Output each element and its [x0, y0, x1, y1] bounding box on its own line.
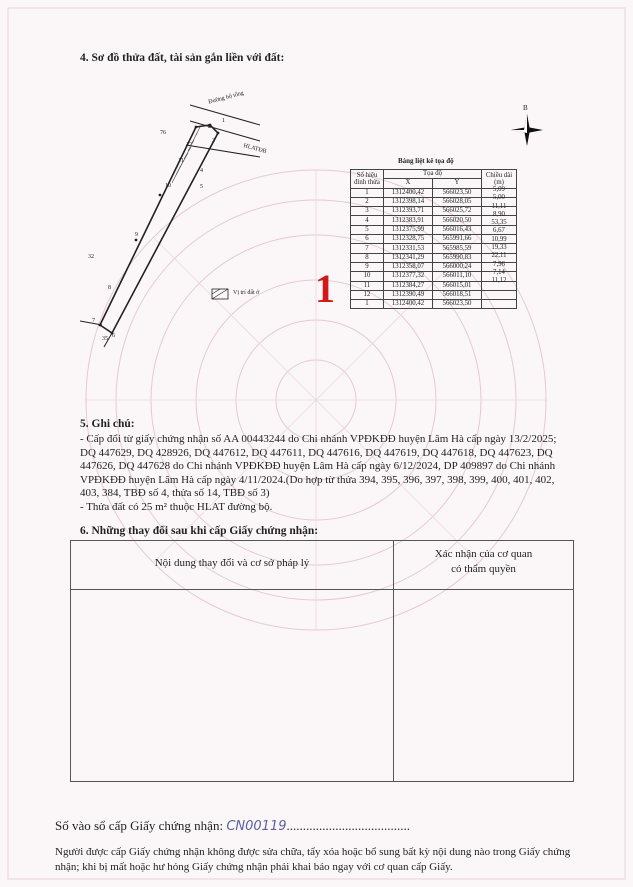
- registry-number: CN00119: [226, 819, 287, 834]
- x-cell: 1312383,91: [384, 216, 433, 225]
- x-cell: 1312375,99: [384, 225, 433, 234]
- vertex-label: 7: [92, 318, 95, 324]
- y-cell: 566016,43: [433, 225, 482, 234]
- point-cell: 9: [351, 262, 384, 271]
- segment-length: 7,14: [493, 268, 505, 276]
- segment-length: 5,09: [493, 186, 505, 193]
- y-cell: 566018,51: [433, 290, 482, 299]
- x-cell: 1312398,14: [384, 197, 433, 206]
- segment-length: 5,00: [493, 194, 505, 202]
- coord-table-title: Bảng liệt kê tọa độ: [398, 157, 454, 165]
- side-label: 32: [88, 254, 94, 260]
- y-cell: 566020,50: [433, 216, 482, 225]
- y-cell: 566023,50: [433, 188, 482, 197]
- point-cell: 5: [351, 225, 384, 234]
- coord-row: [351, 290, 517, 299]
- col-point-header: Số hiệu đỉnh thửa: [351, 170, 384, 189]
- section-6-title: 6. Những thay đổi sau khi cấp Giấy chứng nhận:: [80, 525, 319, 537]
- point-cell: 12: [351, 290, 384, 299]
- vertex-label: 6: [112, 333, 115, 339]
- segment-length: 11,11: [491, 202, 507, 210]
- segment-length: 22,11: [491, 252, 507, 260]
- y-cell: 566028,05: [433, 197, 482, 206]
- registry-dots: ......................................: [286, 818, 410, 833]
- road-label: Đường bộ tổng: [207, 90, 245, 106]
- vertex-label: 2: [208, 124, 211, 130]
- segment-length: 19,33: [491, 244, 507, 252]
- point-cell: 6: [351, 235, 384, 244]
- stamp-number: 1: [315, 266, 335, 311]
- column-divider: [393, 541, 394, 781]
- note-paragraph: - Cấp đổi từ giấy chứng nhận số AA 00443244 do Chi nhánh VPĐKĐĐ huyện Lâm Hà cấp ngày 13/2/2025; DQ 447629, DQ 428926, DQ 447612, DQ 447611, DQ 447616, DQ 447619, DQ 447618, DQ 447623, DQ 447626, DQ 447628 do Chi nhánh VPĐKĐĐ huyện Lâm Hà cấp ngày 6/12/2024, DP 409897 do Chi nhánh VPĐKĐĐ huyện Lâm Hà cấp ngày 4/11/2024.(Do hợp từ thửa 394, 395, 396, 397, 398, 399, 400, 401, 402, 403, 384, TBĐ số 4, thửa số 14, TBĐ số 3): [80, 433, 557, 500]
- x-cell: 1312400,42: [384, 300, 433, 309]
- point-cell: 1: [351, 300, 384, 309]
- changes-table: [70, 540, 574, 782]
- col2-header-line: Xác nhận của cơ quan: [434, 548, 533, 560]
- parcel-label: 76: [160, 130, 166, 136]
- compass-north-label: B: [523, 104, 528, 112]
- point-cell: 2: [351, 197, 384, 206]
- land-parcel-sketch: [60, 85, 350, 350]
- x-cell: 1312377,32: [384, 272, 433, 281]
- registry-label: Số vào sổ cấp Giấy chứng nhận:: [55, 818, 227, 833]
- segment-length: 8,90: [493, 210, 505, 218]
- length-cell-empty: [482, 300, 517, 309]
- segment-length: 6,67: [493, 227, 505, 235]
- side-label: 35: [102, 336, 108, 342]
- y-cell: 565991,66: [433, 235, 482, 244]
- x-cell: 1312384,27: [384, 281, 433, 290]
- point-cell: 3: [351, 207, 384, 216]
- point-cell: 7: [351, 244, 384, 253]
- hlat-label: HLATĐB: [242, 143, 268, 155]
- length-cell-empty: [482, 290, 517, 299]
- coord-row: [351, 300, 517, 309]
- x-cell: 1312393,71: [384, 207, 433, 216]
- y-cell: 566023,50: [433, 300, 482, 309]
- vertex-label: 9: [135, 232, 138, 238]
- segment-length: 7,96: [493, 260, 505, 268]
- note-paragraph: - Thửa đất có 25 m² thuộc HLAT đường bộ.: [80, 500, 273, 513]
- y-cell: 565990,83: [433, 253, 482, 262]
- y-cell: 566025,72: [433, 207, 482, 216]
- point-cell: 1: [351, 188, 384, 197]
- col-x-header: X: [384, 179, 433, 188]
- vertex-label: 3: [212, 138, 215, 144]
- vertex-label: 4: [200, 168, 203, 174]
- col2-header-line: có thẩm quyền: [451, 563, 516, 575]
- col-y-header: Y: [433, 179, 482, 188]
- col-length-header: Chiều dài (m): [482, 170, 517, 189]
- notes-block: [80, 433, 560, 515]
- y-cell: 566000,24: [433, 262, 482, 271]
- vertex-label: 10: [165, 183, 171, 189]
- section-5-title: 5. Ghi chú:: [80, 418, 135, 430]
- col-coord-header: Tọa độ: [384, 170, 482, 179]
- y-cell: 566015,01: [433, 281, 482, 290]
- x-cell: 1312331,53: [384, 244, 433, 253]
- segment-length: 53,35: [491, 219, 507, 227]
- segment-length: 11,12: [491, 277, 507, 285]
- section-4-title: 4. Sơ đồ thửa đất, tài sản gắn liền với đất:: [80, 52, 285, 64]
- footer-notice: Người được cấp Giấy chứng nhận không được sửa chữa, tẩy xóa hoặc bổ sung bất kỳ nội dung nào trong Giấy chứng nhận; khi bị mất hoặc hư hỏng Giấy chứng nhận phải khai báo ngay với cơ quan cấp Giấy.: [55, 846, 571, 873]
- header-divider: [71, 589, 573, 590]
- vertex-label: 11: [178, 158, 184, 164]
- x-cell: 1312358,07: [384, 262, 433, 271]
- vertex-label: 8: [108, 285, 111, 291]
- y-cell: 565985,59: [433, 244, 482, 253]
- changes-col2-header: [394, 547, 573, 577]
- point-cell: 4: [351, 216, 384, 225]
- x-cell: 1312341,29: [384, 253, 433, 262]
- vertex-label: 1: [222, 118, 225, 124]
- x-cell: 1312400,42: [384, 188, 433, 197]
- length-column: [481, 186, 517, 286]
- x-cell: 1312328,75: [384, 235, 433, 244]
- vertex-label: 12: [186, 142, 192, 148]
- segment-length: 10,99: [491, 235, 507, 243]
- registry-line: [55, 818, 410, 834]
- point-cell: 8: [351, 253, 384, 262]
- vertex-label: 5: [200, 184, 203, 190]
- x-cell: 1312390,49: [384, 290, 433, 299]
- legend-label: Vị trí đất ở: [233, 290, 260, 296]
- point-cell: 10: [351, 272, 384, 281]
- changes-col1-header: Nội dung thay đổi và cơ sở pháp lý: [154, 557, 310, 569]
- point-cell: 11: [351, 281, 384, 290]
- y-cell: 566011,10: [433, 272, 482, 281]
